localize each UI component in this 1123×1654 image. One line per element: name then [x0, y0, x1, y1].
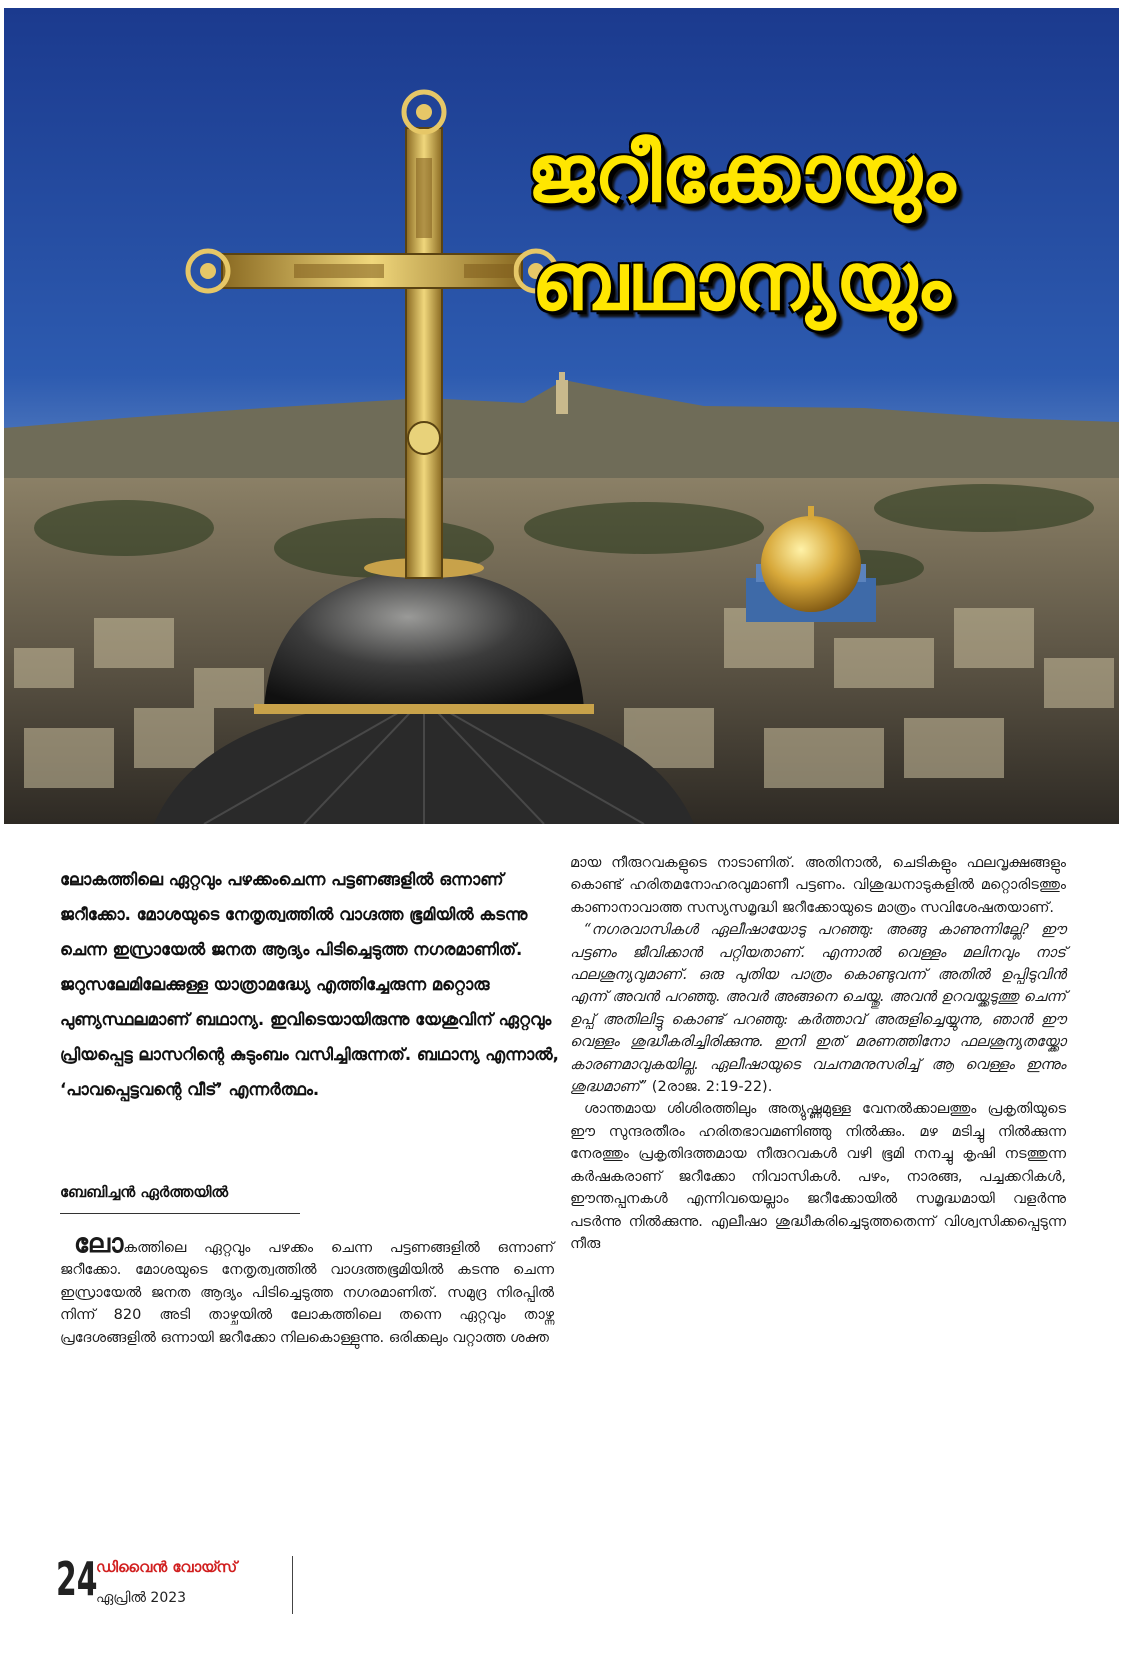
footer-divider — [292, 1556, 293, 1614]
hero-photo — [4, 8, 1119, 824]
magazine-name: ഡിവൈൻ വോയ്സ് — [96, 1558, 238, 1576]
drop-word: ലോ — [74, 1229, 124, 1259]
body-paragraph: ശാന്തമായ ശിശിരത്തിലും അത്യുഷ്ണമുള്ള വേനൽക്കാലത്തും പ്രകൃതിയുടെ ഈ സുന്ദരതീരം ഹരിതഭാവമണിഞ്ഞു നിൽക്കും. മഴ മടിച്ചു നിൽക്കുന്ന നേരത്തും പ്രകൃതിദത്തമായ നീരുറവകൾ വഴി ഭൂമി നനച്ചു കൃഷി നടത്തുന്ന കർഷകരാണ് ജറീക്കോ നിവാസികൾ. പഴം, നാരങ്ങ, പച്ചക്കറികൾ, ഈന്തപ്പനകൾ എന്നിവയെല്ലാം ജറീക്കോയിൽ സമൃദ്ധമായി വളർന്നു പടർന്നു നിൽക്കുന്നു. എലീഷാ ശുദ്ധീകരിച്ചെടുത്തതെന്ന് വിശ്വസിക്കപ്പെടുന്ന നീരു — [570, 1101, 1066, 1252]
issue-date: ഏപ്രിൽ 2023 — [96, 1590, 187, 1606]
body-text: കത്തിലെ ഏറ്റവും പഴക്കം ചെന്ന പട്ടണങ്ങളിൽ ഒന്നാണ് ജറീക്കോ. മോശയുടെ നേതൃത്വത്തിൽ വാഗ്ദത്തഭൂമിയിൽ കടന്നു ചെന്ന ഇസ്രായേൽ ജനത ആദ്യം പിടിച്ചെടുത്ത നഗരമാണിത്. സമുദ്ര നിരപ്പിൽ നിന്ന് 820 അടി താഴ്ചയിൽ ലോകത്തിലെ തന്നെ ഏറ്റവും താഴ്ന്ന പ്രദേശങ്ങളിൽ ഒന്നായി ജറീക്കോ നിലകൊള്ളുന്നു. ഒരിക്കലും വറ്റാത്ത ശക്ത — [60, 1240, 554, 1346]
article-title-line-1: ജറീക്കോയും — [526, 127, 956, 220]
article-title-line-2: ബഥാന്യയും — [531, 235, 951, 328]
quote-text: “നഗരവാസികൾ ഏലീഷായോടു പറഞ്ഞു: അങ്ങു കാണുന്നില്ലേ? ഈ പട്ടണം ജീവിക്കാൻ പറ്റിയതാണ്. എന്നാൽ വെള്ളം മലിനവും നാട് ഫലശൂന്യവുമാണ്. ഒരു പുതിയ പാത്രം കൊണ്ടുവന്ന് അതിൽ ഉപ്പിടുവിൻ എന്ന് അവൻ പറഞ്ഞു. അവർ അങ്ങനെ ചെയ്തു. അവൻ ഉറവയ്ക്കടുത്തു ചെന്ന് ഉപ്പ് അതിലിട്ടു കൊണ്ട് പറഞ്ഞു: കർത്താവ് അരുളിച്ചെയ്യുന്നു, ഞാൻ ഈ വെള്ളം ശുദ്ധീകരിച്ചിരിക്കുന്നു. ഇനി ഇത് മരണത്തിനോ ഫലശൂന്യതയ്ക്കോ കാരണമാവുകയില്ല. ഏലീഷായുടെ വചനമനുസരിച്ച് ആ വെള്ളം ഇന്നും ശുദ്ധമാണ്” — [570, 922, 1066, 1096]
author-byline: ബേബിച്ചൻ ഏർത്തയിൽ — [60, 1183, 300, 1214]
scripture-quote — [570, 919, 1066, 1098]
body-column-left — [60, 1229, 554, 1349]
standfirst-paragraph: ലോകത്തിലെ ഏറ്റവും പഴക്കംചെന്ന പട്ടണങ്ങളിൽ ഒന്നാണ് ജറീക്കോ. മോശയുടെ നേതൃത്വത്തിൽ വാഗ്ദത്ത ഭൂമിയിൽ കടന്നു ചെന്ന ഇസ്രായേൽ ജനത ആദ്യം പിടിച്ചെടുത്ത നഗരമാണിത്. ജറുസലേമിലേക്കുള്ള യാത്രാമദ്ധ്യേ എത്തിച്ചേരുന്ന മറ്റൊരു പുണ്യസ്ഥലമാണ് ബഥാന്യ. ഇവിടെയായിരുന്നു യേശുവിന് ഏറ്റവും പ്രിയപ്പെട്ട ലാസറിന്റെ കുടുംബം വസിച്ചിരുന്നത്. ബഥാന്യ എന്നാൽ, ‘പാവപ്പെട്ടവന്റെ വീട്’ എന്നർത്ഥം. — [60, 870, 559, 1099]
quote-reference: (2രാജ. 2:19-22). — [647, 1079, 773, 1096]
body-column-right — [570, 852, 1066, 1255]
distant-tower — [556, 380, 568, 414]
article-standfirst — [60, 862, 560, 1107]
body-paragraph: മായ നീരുറവകളുടെ നാടാണിത്. അതിനാൽ, ചെടികളും ഫലവൃക്ഷങ്ങളും കൊണ്ട് ഹരിതമനോഹരവുമാണീ പട്ടണം. വിശുദ്ധനാടുകളിൽ മറ്റൊരിടത്തും കാണാനാവാത്ത സസ്യസമൃദ്ധി ജറീക്കോയുടെ മാത്രം സവിശേഷതയാണ്. — [570, 855, 1066, 916]
page-number: 24 — [56, 1552, 98, 1606]
body-paragraph — [60, 1229, 554, 1349]
